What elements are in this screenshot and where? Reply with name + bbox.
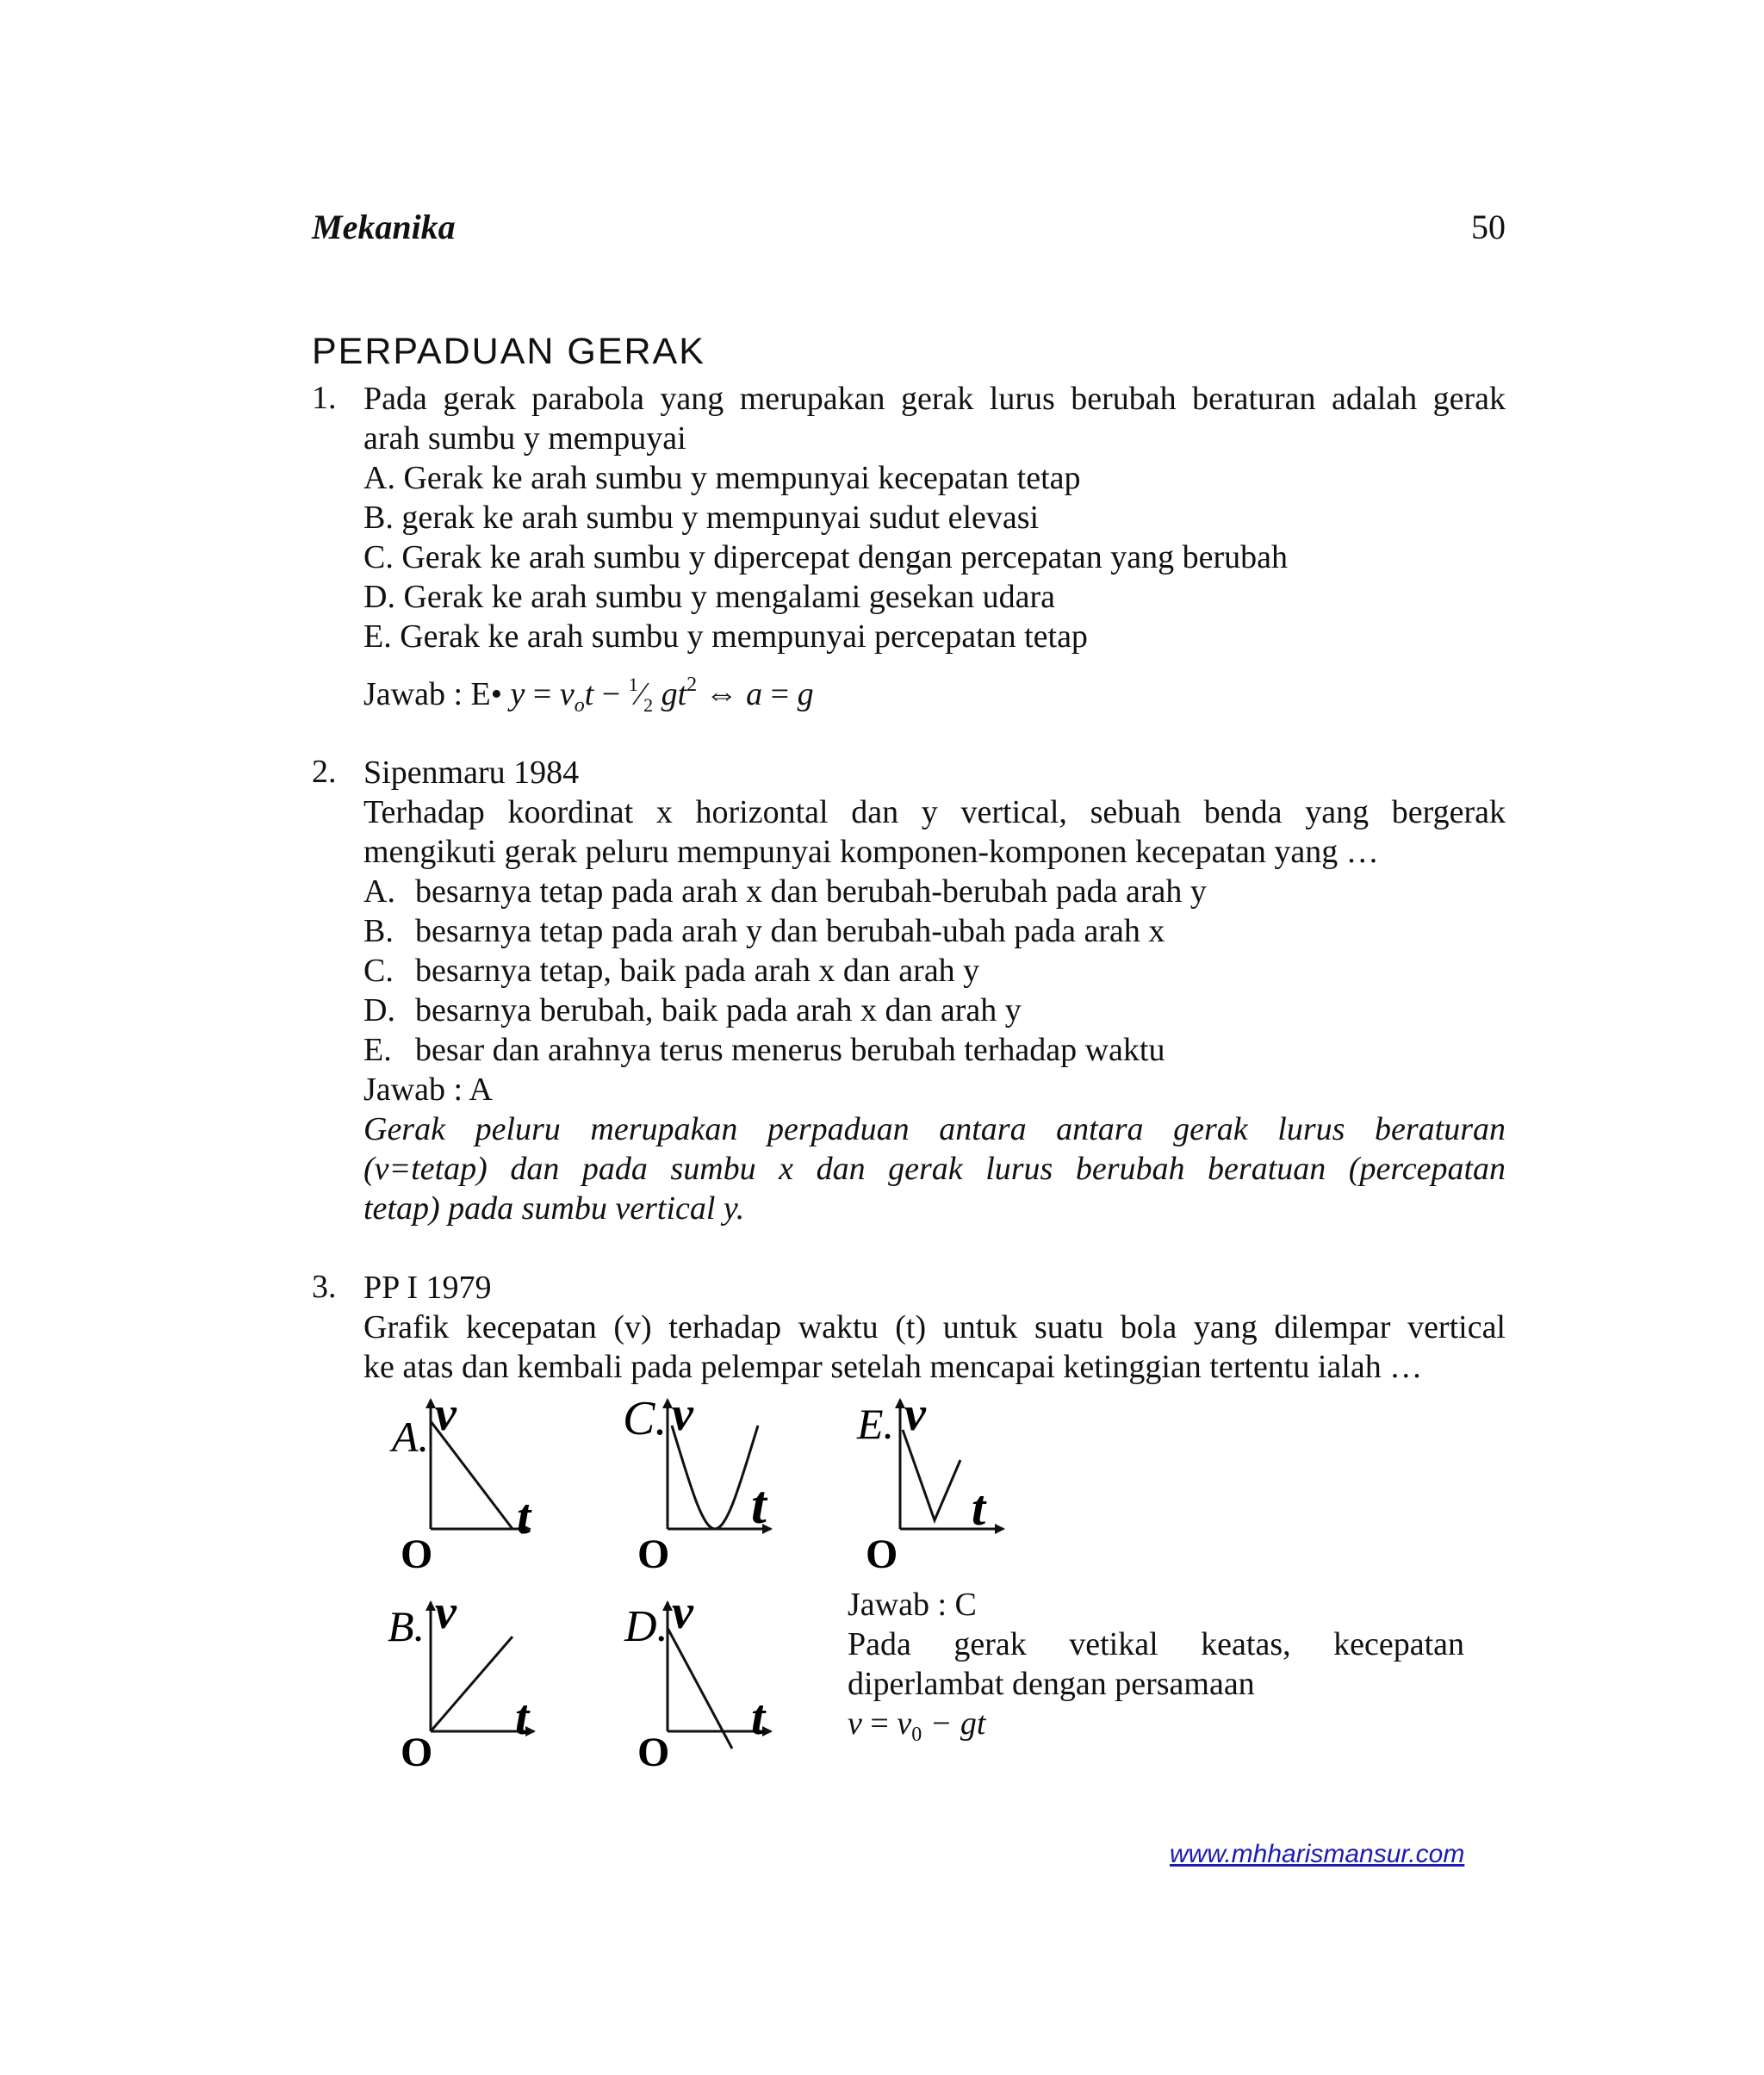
q2-stem-line1: Terhadap koordinat x horizontal dan y vertical, sebuah benda yang bergerak — [363, 794, 1506, 830]
graph-c-v-label: v — [672, 1388, 693, 1441]
graph-e — [856, 1388, 1003, 1577]
graph-c-label: C. — [623, 1392, 668, 1445]
option-letter: D. — [363, 992, 395, 1028]
eq-minus-gt: − gt — [922, 1705, 986, 1742]
graph-e-v-label: v — [904, 1388, 926, 1441]
q2-source: Sipenmaru 1984 — [363, 755, 580, 791]
graph-a — [389, 1388, 532, 1577]
eq-equals: = — [762, 676, 798, 712]
eq-square: 2 — [686, 674, 698, 696]
option-letter: E. — [363, 1032, 392, 1068]
option-letter: B. — [363, 913, 394, 949]
q1-option-e: E. Gerak ke arah sumbu y mempunyai percepatan tetap — [363, 618, 1088, 655]
graph-a-origin: O — [401, 1531, 433, 1577]
graph-e-t-label: t — [972, 1480, 986, 1536]
option-text: besar dan arahnya terus menerus berubah terhadap waktu — [415, 1032, 1165, 1068]
graph-b-v-label: v — [435, 1586, 457, 1639]
q3-stem-line2: ke atas dan kembali pada pelempar setelah mencapai ketinggian tertentu ialah … — [363, 1349, 1423, 1385]
q3-answer: Jawab : C — [848, 1587, 977, 1623]
graph-b-origin: O — [401, 1730, 433, 1775]
graph-c-curve — [672, 1426, 758, 1529]
section-title: PERPADUAN GERAK — [312, 331, 705, 372]
eq-half-num: 1 — [628, 674, 638, 695]
q1-number: 1. — [312, 380, 337, 416]
graph-b — [388, 1586, 534, 1775]
graph-d — [624, 1586, 771, 1775]
q1-stem-line1: Pada gerak parabola yang merupakan gerak lurus berubah beraturan adalah gerak — [363, 381, 1506, 417]
q3-number: 3. — [312, 1269, 337, 1305]
q2-stem-line2: mengikuti gerak peluru mempunyai komponen-komponen kecepatan yang … — [363, 834, 1379, 870]
graph-e-origin: O — [866, 1531, 898, 1577]
eq-t: t — [584, 676, 594, 712]
graph-b-t-label: t — [515, 1689, 530, 1745]
graph-c-origin: O — [637, 1531, 670, 1577]
option-letter: A. — [363, 873, 395, 910]
q3-equation — [848, 1704, 985, 1755]
q1-option-d: D. Gerak ke arah sumbu y mengalami gesekan udara — [363, 579, 1055, 615]
graph-e-curve — [903, 1430, 960, 1520]
q1-option-c: C. Gerak ke arah sumbu y dipercepat dengan percepatan yang berubah — [363, 539, 1289, 575]
footer-website-link[interactable]: www.mhharismansur.com — [1170, 1840, 1465, 1868]
eq-iff: ⇔ — [697, 676, 747, 712]
q1-option-b: B. gerak ke arah sumbu y mempunyai sudut elevasi — [363, 500, 1040, 536]
q2-explanation-line3: tetap) pada sumbu vertical y. — [363, 1190, 745, 1227]
q1-option-a: A. Gerak ke arah sumbu y mempunyai kecepatan tetap — [363, 460, 1081, 496]
eq-g: g — [797, 676, 814, 712]
graph-d-v-label: v — [672, 1586, 693, 1639]
header-title: Mekanika — [312, 208, 456, 246]
option-text: besarnya tetap pada arah y dan berubah-ubah pada arah x — [415, 913, 1165, 949]
graph-c — [623, 1388, 771, 1577]
graph-d-label: D. — [624, 1602, 668, 1651]
eq-half-slash: ⁄ — [637, 676, 644, 712]
eq-equals: = — [525, 676, 560, 712]
graph-a-label: A. — [392, 1413, 430, 1461]
q2-number: 2. — [312, 754, 337, 790]
graph-a-t-label: t — [517, 1488, 531, 1544]
q3-explanation-line2: diperlambat dengan persamaan — [848, 1666, 1255, 1702]
q2-answer: Jawab : A — [363, 1072, 493, 1108]
eq-y: y — [510, 676, 525, 712]
q1-stem-line2: arah sumbu y mempuyai — [363, 420, 686, 457]
graph-b-curve — [431, 1637, 512, 1731]
graph-a-v-label: v — [435, 1388, 457, 1441]
graph-d-t-label: t — [751, 1689, 766, 1745]
eq-sub-o: o — [574, 694, 585, 717]
eq-equals: = — [861, 1705, 898, 1742]
option-text: besarnya berubah, baik pada arah x dan arah y — [415, 992, 1022, 1028]
eq-half-den: 2 — [643, 694, 654, 716]
q1-answer-prefix: Jawab : E — [363, 676, 491, 712]
eq-a: a — [746, 676, 763, 712]
option-letter: C. — [363, 953, 394, 989]
q3-explanation-line1: Pada gerak vetikal keatas, kecepatan — [848, 1626, 1464, 1662]
eq-v0: v — [897, 1705, 912, 1742]
eq-gt: gt — [653, 676, 687, 712]
q2-explanation-line2: (v=tetap) dan pada sumbu x dan gerak lurus berubah beratuan (percepatan — [363, 1151, 1506, 1187]
q3-stem-line1: Grafik kecepatan (v) terhadap waktu (t) untuk suatu bola yang dilempar vertical — [363, 1309, 1506, 1345]
option-text: besarnya tetap, baik pada arah x dan arah y — [415, 953, 980, 989]
page-number: 50 — [1471, 208, 1506, 246]
q2-explanation-line1: Gerak peluru merupakan perpaduan antara antara gerak lurus beraturan — [363, 1111, 1506, 1147]
graph-e-label: E. — [857, 1400, 895, 1448]
eq-v: v — [848, 1705, 862, 1742]
q3-source: PP I 1979 — [363, 1270, 492, 1306]
eq-minus: − — [593, 676, 629, 712]
graph-d-origin: O — [637, 1730, 670, 1775]
graph-b-label: B. — [388, 1602, 425, 1650]
option-text: besarnya tetap pada arah x dan berubah-berubah pada arah y — [415, 873, 1207, 910]
bullet: • — [490, 676, 503, 712]
eq-v: v — [559, 676, 575, 712]
eq-sub-0: 0 — [911, 1724, 922, 1746]
graph-c-t-label: t — [751, 1474, 767, 1535]
